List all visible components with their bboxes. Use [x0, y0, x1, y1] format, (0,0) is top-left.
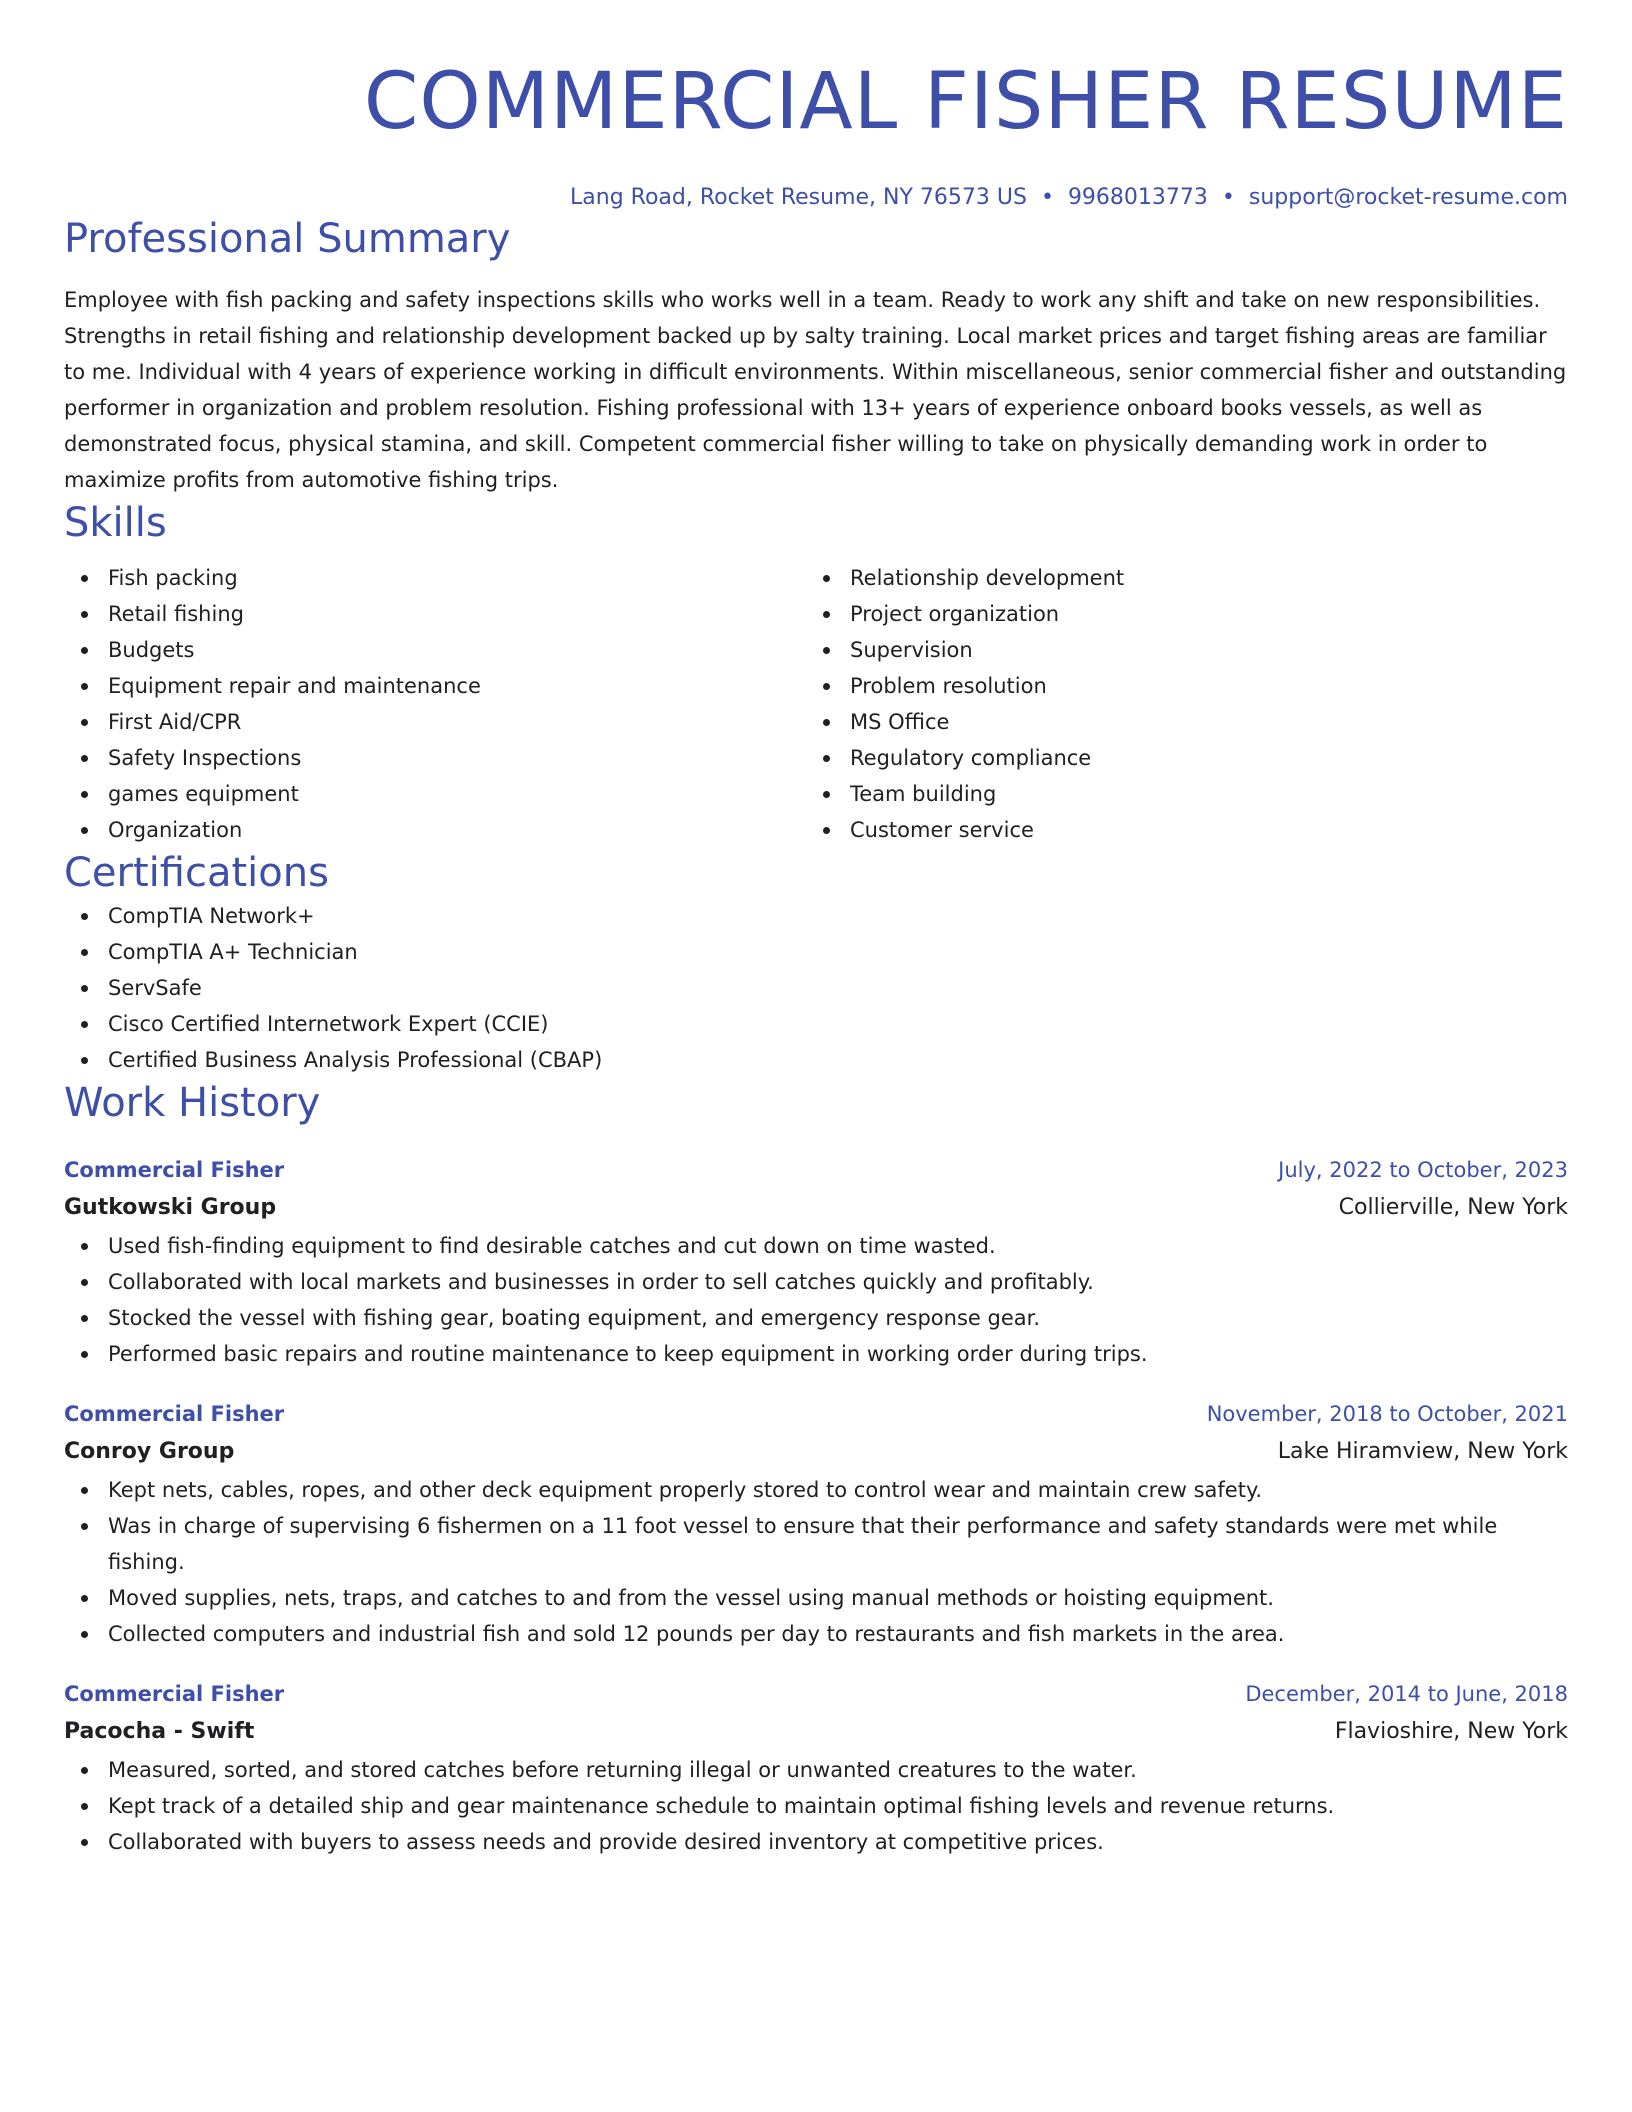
certification-item: ServSafe — [108, 970, 1568, 1006]
skill-item: Retail fishing — [108, 596, 806, 632]
skill-item: Equipment repair and maintenance — [108, 668, 806, 704]
job-dates: November, 2018 to October, 2021 — [1206, 1402, 1568, 1426]
contact-address: Lang Road, Rocket Resume, NY 76573 US — [570, 185, 1027, 210]
skill-item: Relationship development — [850, 560, 1548, 596]
contact-line — [64, 182, 1568, 214]
skill-item: games equipment — [108, 776, 806, 812]
work-history-heading: Work History — [64, 1080, 321, 1126]
certification-item: CompTIA Network+ — [108, 898, 1568, 934]
skills-column-right — [806, 560, 1548, 848]
skill-item: Safety Inspections — [108, 740, 806, 776]
skill-item: Project organization — [850, 596, 1548, 632]
job-duty: Was in charge of supervising 6 fishermen on a 11 foot vessel to ensure that their performance and safety standards were met while fishing. — [108, 1508, 1568, 1580]
job-duty: Moved supplies, nets, traps, and catches to and from the vessel using manual methods or hoisting equipment. — [108, 1580, 1568, 1616]
job-company: Gutkowski Group — [64, 1195, 277, 1220]
summary-heading: Professional Summary — [64, 216, 511, 262]
job-title: Commercial Fisher — [64, 1158, 285, 1182]
job-duty: Collaborated with local markets and businesses in order to sell catches quickly and profitably. — [108, 1264, 1568, 1300]
job-company-row — [64, 1432, 1568, 1472]
certifications-heading: Certifications — [64, 850, 329, 896]
contact-email: support@rocket-resume.com — [1248, 185, 1568, 210]
job-dates: July, 2022 to October, 2023 — [1278, 1158, 1568, 1182]
job-title: Commercial Fisher — [64, 1682, 285, 1706]
contact-separator: • — [1221, 185, 1235, 210]
job-company: Pacocha - Swift — [64, 1719, 255, 1744]
job-duties-list — [64, 1752, 1568, 1860]
resume-title: COMMERCIAL FISHER RESUME — [363, 57, 1568, 147]
job-duty: Performed basic repairs and routine maintenance to keep equipment in working order during trips. — [108, 1336, 1568, 1372]
certification-item: Cisco Certified Internetwork Expert (CCIE) — [108, 1006, 1568, 1042]
job-header-row — [64, 1676, 1568, 1712]
skill-item: Fish packing — [108, 560, 806, 596]
job-duty: Kept track of a detailed ship and gear maintenance schedule to maintain optimal fishing levels and revenue returns. — [108, 1788, 1568, 1824]
skills-column-left — [64, 560, 806, 848]
certification-item: Certified Business Analysis Professional (CBAP) — [108, 1042, 1568, 1078]
contact-separator: • — [1040, 185, 1054, 210]
skill-item: Supervision — [850, 632, 1548, 668]
skill-item: Budgets — [108, 632, 806, 668]
job-entry — [64, 1676, 1568, 1860]
skill-item: Problem resolution — [850, 668, 1548, 704]
job-dates: December, 2014 to June, 2018 — [1245, 1682, 1568, 1706]
skill-item: First Aid/CPR — [108, 704, 806, 740]
skill-item: Regulatory compliance — [850, 740, 1548, 776]
job-duties-list — [64, 1472, 1568, 1652]
certifications-list — [64, 898, 1568, 1078]
job-location: Flavioshire, New York — [1334, 1719, 1568, 1744]
job-duty: Used fish-finding equipment to find desirable catches and cut down on time wasted. — [108, 1228, 1568, 1264]
job-header-row — [64, 1396, 1568, 1432]
job-company-row — [64, 1188, 1568, 1228]
summary-text: Employee with fish packing and safety inspections skills who works well in a team. Ready to work any shift and take on new responsibilities. Strengths in retail fishing and relationship development backed up by salty training. Local market prices and target fishing areas are familiar to me. Individual with 4 years of experience working in difficult environments. Within miscellaneous, senior commercial fisher and outstanding performer in organization and problem resolution. Fishing professional with 13+ years of experience onboard books vessels, as well as demonstrated focus, physical stamina, and skill. Competent commercial fisher willing to take on physically demanding work in order to maximize profits from automotive fishing trips. — [64, 288, 1567, 492]
job-duty: Stocked the vessel with fishing gear, boating equipment, and emergency response gear. — [108, 1300, 1568, 1336]
job-header-row — [64, 1152, 1568, 1188]
job-company-row — [64, 1712, 1568, 1752]
job-duty: Collected computers and industrial fish and sold 12 pounds per day to restaurants and fish markets in the area. — [108, 1616, 1568, 1652]
skill-item: Customer service — [850, 812, 1548, 848]
job-title: Commercial Fisher — [64, 1402, 285, 1426]
skill-item: Organization — [108, 812, 806, 848]
certification-item: CompTIA A+ Technician — [108, 934, 1568, 970]
job-company: Conroy Group — [64, 1439, 235, 1464]
skills-heading: Skills — [64, 500, 167, 546]
job-location: Collierville, New York — [1338, 1195, 1568, 1220]
skills-list-right — [806, 560, 1548, 848]
job-duty: Measured, sorted, and stored catches before returning illegal or unwanted creatures to the water. — [108, 1752, 1568, 1788]
skills-list-left — [64, 560, 806, 848]
job-entry — [64, 1152, 1568, 1372]
resume-page — [64, 0, 1568, 1860]
job-duties-list — [64, 1228, 1568, 1372]
job-location: Lake Hiramview, New York — [1277, 1439, 1568, 1464]
skill-item: MS Office — [850, 704, 1548, 740]
job-entry — [64, 1396, 1568, 1652]
skills-columns — [64, 560, 1568, 848]
job-duty: Collaborated with buyers to assess needs and provide desired inventory at competitive prices. — [108, 1824, 1568, 1860]
skill-item: Team building — [850, 776, 1548, 812]
job-duty: Kept nets, cables, ropes, and other deck equipment properly stored to control wear and maintain crew safety. — [108, 1472, 1568, 1508]
contact-phone: 9968013773 — [1067, 185, 1208, 210]
